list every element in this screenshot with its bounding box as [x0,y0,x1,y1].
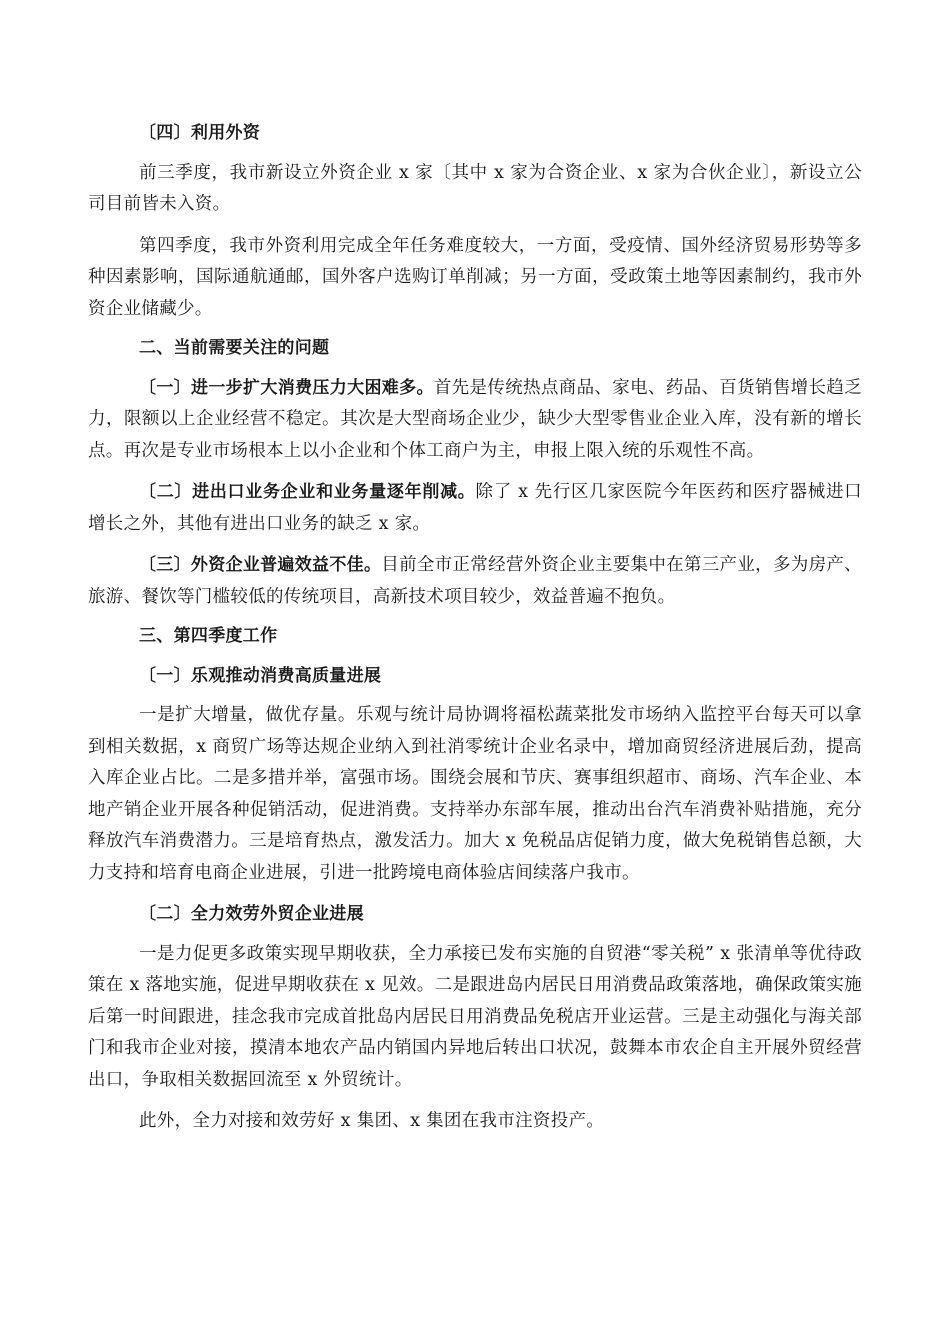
paragraph-foreign-trade-work: 一是力促更多政策实现早期收获，全力承接已发布实施的自贸港“零关税” x 张清单等优待政策在 x 落地实施，促进早期收获在 x 见效。二是跟进岛内居民日用消费品政策落地，确保政策实施后第一时间跟进，挂念我市完成首批岛内居民日用消费品免税店开业运营。三是主动强化与海关部门和我市企业对接，摸清本地农产品内销国内异地后转出口状况，鼓舞本市农企自主开展外贸经营出口，争取相关数据回流至 x 外贸统计。 [88,943,862,1090]
paragraph-issue-trade [88,477,862,540]
issue-trade-body: 除了 x 先行区几家医院今年医药和医疗器械进口增长之外，其他有进出口业务的缺乏 x 家。 [88,482,862,534]
issue-foreign-enterprises-lead: 〔三〕外资企业普遍效益不佳。 [139,555,382,575]
subheading-foreign-trade: 〔二〕全力效劳外贸企业进展 [139,904,364,924]
subheading-consumption: 〔一〕乐观推动消费高质量进展 [139,665,382,686]
part-heading-q4-work: 三、第四季度工作 [139,626,278,646]
paragraph-closing: 此外，全力对接和效劳好 x 集团、x 集团在我市注资投产。 [139,1111,605,1131]
issue-trade-lead: 〔二〕进出口业务企业和业务量逐年削减。 [139,482,476,502]
part-heading-issues: 二、当前需要关注的问题 [139,338,330,358]
paragraph-consumption-work: 一是扩大增量，做优存量。乐观与统计局协调将福松蔬菜批发市场纳入监控平台每天可以拿到相关数据，x 商贸广场等达规企业纳入到社消零统计企业名录中，增加商贸经济进展后劲，提高入库企业占比。二是多措并举，富强市场。围绕会展和节庆、赛事组织超市、商场、汽车企业、本地产销企业开展各种促销活动，促进消费。支持举办东部车展，推动出台汽车消费补贴措施，充分释放汽车消费潜力。三是培育热点，激发活力。加大 x 免税品店促销力度，做大免税销售总额，大力支持和培育电商企业进展，引进一批跨境电商体验店间续落户我市。 [88,705,862,883]
issue-foreign-enterprises-body: 目前全市正常经营外资企业主要集中在第三产业，多为房产、旅游、餐饮等门槛较低的传统项目，高新技术项目较少，效益普遍不抱负。 [88,555,862,607]
issue-consumption-body: 首先是传统热点商品、家电、药品、百货销售增长趋乏力，限额以上企业经营不稳定。其次是大型商场企业少，缺少大型零售业企业入库，没有新的增长点。再次是专业市场根本上以小企业和个体工商户为主，申报上限入统的乐观性不高。 [88,377,862,461]
paragraph-foreign-investment-q3: 前三季度，我市新设立外资企业 x 家〔其中 x 家为合资企业、x 家为合伙企业〕，新设立公司目前皆未入资。 [88,162,862,214]
issue-consumption-lead: 〔一〕进一步扩大消费压力大困难多。 [139,377,434,398]
paragraph-issue-foreign-enterprises [88,550,862,613]
paragraph-issue-consumption [88,373,862,468]
document-page [88,118,862,1138]
section-heading-foreign-investment: 〔四〕利用外资 [139,123,261,143]
paragraph-foreign-investment-q4: 第四季度，我市外资利用完成全年任务难度较大，一方面，受疫情、国外经济贸易形势等多种因素影响，国际通航通邮，国外客户选购订单削减；另一方面，受政策土地等因素制约，我市外资企业储藏少。 [88,235,862,319]
